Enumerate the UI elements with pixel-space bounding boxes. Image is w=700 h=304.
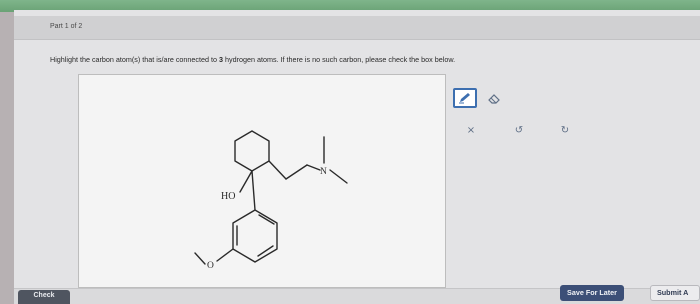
methoxy-bond-1 bbox=[217, 249, 233, 261]
redo-button[interactable] bbox=[557, 122, 573, 138]
n-methyl-right bbox=[330, 170, 347, 183]
nitrogen-label: N bbox=[320, 167, 327, 177]
aryl-bond bbox=[252, 171, 255, 210]
benzene-double-2 bbox=[258, 246, 273, 256]
chain-bond-3 bbox=[307, 165, 320, 170]
question-prompt bbox=[50, 55, 455, 64]
drawing-toolbar bbox=[453, 88, 583, 144]
part-label: Part 1 of 2 bbox=[50, 23, 83, 30]
assignment-frame bbox=[14, 10, 700, 304]
question-text-start: Highlight the carbon atom(s) that is/are connected to bbox=[50, 55, 219, 64]
pencil-tool-button[interactable] bbox=[453, 88, 477, 108]
eraser-tool-button[interactable] bbox=[483, 90, 505, 106]
cyclohexane-ring bbox=[235, 131, 269, 171]
clear-button[interactable] bbox=[463, 122, 479, 138]
check-button[interactable]: Check bbox=[18, 290, 70, 304]
hydroxyl-label: HO bbox=[221, 191, 236, 202]
drawing-canvas[interactable] bbox=[78, 74, 446, 288]
question-hydrogen-count: 3 bbox=[219, 55, 223, 64]
methoxy-bond-2 bbox=[195, 253, 205, 264]
hydroxyl-bond bbox=[240, 171, 252, 192]
undo-icon: ↺ bbox=[514, 124, 524, 136]
chain-bond-1 bbox=[269, 161, 286, 179]
part-header bbox=[14, 16, 700, 40]
chain-bond-2 bbox=[286, 165, 307, 179]
eraser-icon bbox=[486, 92, 502, 104]
question-text-end: hydrogen atoms. If there is no such carbon, please check the box below. bbox=[223, 55, 456, 64]
redo-icon: ↻ bbox=[560, 124, 570, 136]
benzene-ring bbox=[233, 210, 277, 262]
submit-button[interactable]: Submit A bbox=[650, 285, 700, 301]
save-for-later-button[interactable]: Save For Later bbox=[560, 285, 624, 301]
x-icon: × bbox=[466, 124, 476, 136]
molecule-structure[interactable] bbox=[79, 75, 447, 289]
oxygen-label: O bbox=[207, 261, 214, 271]
pencil-icon bbox=[458, 92, 472, 104]
undo-button[interactable] bbox=[511, 122, 527, 138]
